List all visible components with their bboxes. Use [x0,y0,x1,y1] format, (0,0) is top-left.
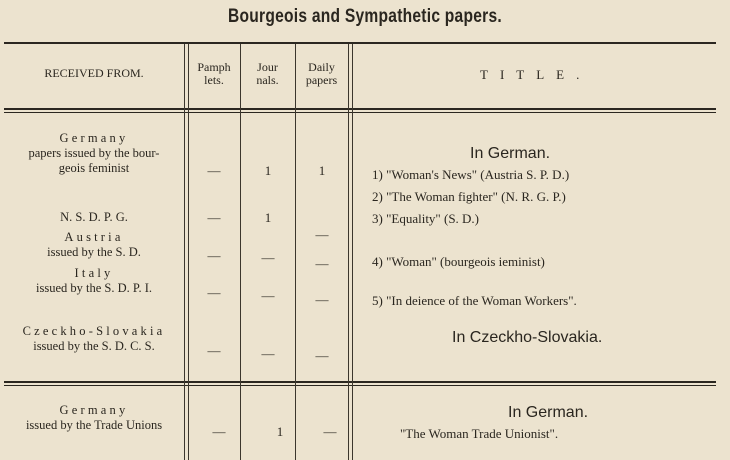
col-divider-4a [348,44,349,460]
row-austria-pamphlets: — [207,248,221,263]
row-nsdpg-from: N. S. D. P. G. [60,210,128,224]
section-rule [4,381,716,383]
row-nsdpg-pamphlets: — [207,210,221,225]
header-pamphlets: Pamph lets. [197,60,231,87]
header-journals: Jour nals. [256,60,279,87]
header-title: TITLE. [480,67,592,82]
row-austria-from: Austria issued by the S. D. [47,230,141,259]
row-trade-unions-from: Germany issued by the Trade Unions [25,403,163,432]
row-germany-from: Germany papers issued by the bour- geois feminist [28,131,160,175]
row-italy-pamphlets: — [207,285,221,300]
row-italy-journals: — [261,288,275,303]
row-germany-pamphlets: — [207,163,221,178]
row-czeckho-pamphlets: — [207,343,221,358]
title-in-german-2: In German. [508,404,589,421]
title-item-1: 1) "Woman's News" (Austria S. P. D.) [372,167,570,182]
row-italy-daily: — [315,292,329,307]
title-item-4: 4) "Woman" (bourgeois ieminist) [372,254,545,269]
header-daily-papers: Daily papers [305,60,338,87]
row-trade-unions-journals: 1 [276,424,284,439]
row-czeckho-journals: — [261,346,275,361]
row-trade-unions-daily: — [323,424,337,439]
title-in-german: In German. [470,145,551,162]
top-rule [4,42,716,44]
section-rule-thin [4,385,716,386]
row-trade-unions-pamphlets: — [212,424,226,439]
col-divider-2 [240,44,241,460]
row-austria-journals: — [261,250,275,265]
title-item-2: 2) "The Woman fighter" (N. R. G. P.) [372,189,566,204]
header-rule [4,108,716,110]
header-rule-thin [4,112,716,113]
row-germany-daily: 1 [318,163,326,178]
col-divider-3 [295,44,296,460]
row-germany-journals: 1 [264,163,272,178]
row-czeckho-daily: — [315,348,329,363]
row-nsdpg-daily: — [315,227,329,242]
row-austria-daily: — [315,256,329,271]
page-title: Bourgeois and Sympathetic papers. [228,6,502,27]
col-divider-4b [352,44,353,460]
row-italy-from: Italy issued by the S. D. P. I. [36,266,152,295]
row-nsdpg-journals: 1 [264,210,272,225]
title-item-5: 5) "In deience of the Woman Workers". [372,293,577,308]
title-trade-union-paper: "The Woman Trade Unionist". [400,426,559,441]
title-in-czeckho: In Czeckho-Slovakia. [452,329,603,346]
title-item-3: 3) "Equality" (S. D.) [372,211,480,226]
col-divider-1a [184,44,185,460]
row-czeckho-from: Czeckho-Slovakia issued by the S. D. C. S. [22,324,166,353]
header-received-from: RECEIVED FROM. [44,66,144,80]
